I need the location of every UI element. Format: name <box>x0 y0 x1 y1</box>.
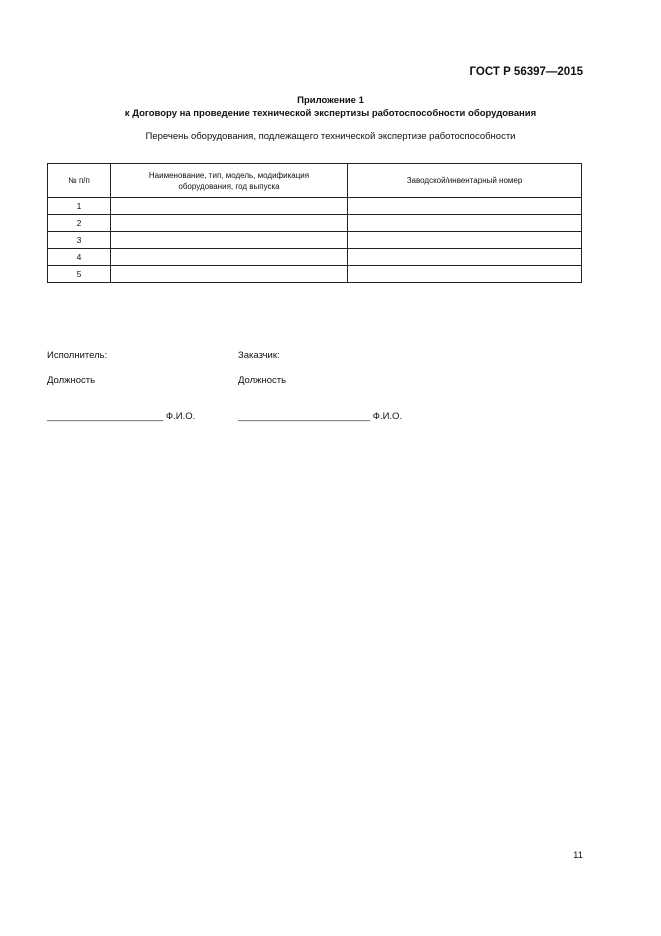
row-name <box>111 232 348 249</box>
row-serial <box>348 215 582 232</box>
equipment-table <box>47 163 582 283</box>
executor-position: Должность <box>47 375 96 386</box>
table-row <box>48 198 582 215</box>
header-num: № п/п <box>48 164 111 198</box>
row-serial <box>348 266 582 283</box>
row-name <box>111 198 348 215</box>
customer-signature-line: _________________________ Ф.И.О. <box>238 411 403 422</box>
header-serial: Заводской/инвентарный номер <box>348 164 582 198</box>
document-code: ГОСТ Р 56397—2015 <box>469 66 583 78</box>
table-row <box>48 249 582 266</box>
table-row <box>48 232 582 249</box>
row-num: 2 <box>48 215 111 232</box>
executor-label: Исполнитель: <box>47 350 108 361</box>
row-num: 4 <box>48 249 111 266</box>
customer-label: Заказчик: <box>238 350 280 361</box>
table-row <box>48 215 582 232</box>
equipment-list-caption: Перечень оборудования, подлежащего технической экспертизе работоспособности <box>145 131 516 142</box>
header-name-line1: Наименование, тип, модель, модификация <box>148 170 310 180</box>
row-name <box>111 215 348 232</box>
row-num: 1 <box>48 198 111 215</box>
row-serial <box>348 232 582 249</box>
row-serial <box>348 198 582 215</box>
row-name <box>111 249 348 266</box>
executor-signature-line: ______________________ Ф.И.О. <box>47 411 196 422</box>
appendix-title: Приложение 1 <box>297 95 364 106</box>
header-name-line2: оборудования, год выпуска <box>178 181 280 191</box>
row-name <box>111 266 348 283</box>
row-num: 5 <box>48 266 111 283</box>
customer-position: Должность <box>238 375 287 386</box>
table-header-row <box>48 164 582 198</box>
page-number: 11 <box>573 850 583 861</box>
table-row <box>48 266 582 283</box>
appendix-subtitle: к Договору на проведение технической экспертизы работоспособности оборудования <box>124 108 537 119</box>
row-num: 3 <box>48 232 111 249</box>
header-name <box>111 164 348 198</box>
row-serial <box>348 249 582 266</box>
